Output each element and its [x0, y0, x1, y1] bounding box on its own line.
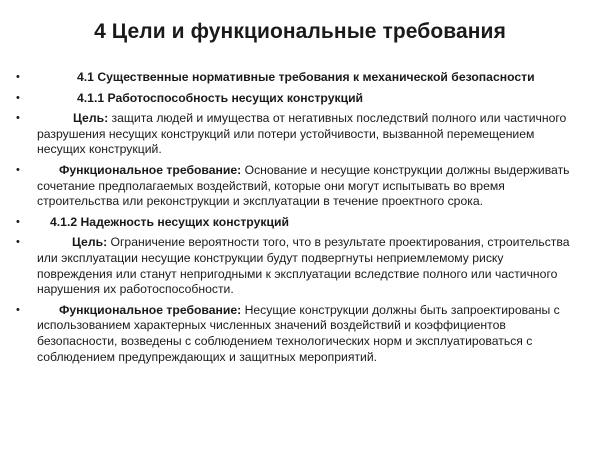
bullet-item: [0, 303, 600, 365]
bullet-icon: •: [16, 91, 20, 104]
bullet-icon: •: [16, 236, 20, 249]
bullet-heading: Функциональное требование:: [59, 302, 242, 317]
bullet-heading: 4.1.2 Надежность несущих конструкций: [50, 214, 289, 229]
bullet-item: [0, 163, 600, 210]
bullet-icon: •: [16, 303, 20, 316]
bullet-icon: •: [16, 163, 20, 176]
bullet-icon: •: [16, 71, 20, 83]
bullet-text: Основание и несущие конструкции должны выдерживать сочетание предполагаемых воздействий, которые они могут испытывать во время строительства или реконструкции и эксплуатации в течение проектного срока.: [37, 162, 570, 209]
bullet-item: [0, 70, 600, 86]
bullet-list: [0, 70, 600, 370]
bullet-item: [0, 111, 600, 158]
bullet-heading: Функциональное требование:: [59, 162, 242, 177]
bullet-icon: •: [16, 215, 20, 228]
bullet-text: Несущие конструкции должны быть запроектированы с использованием характерных численных значений воздействий и коэффициентов безопасности, возведены с соблюдением технологических норм и эксплуатироваться с соблюдением предупреждающих и защитных мероприятий.: [37, 302, 560, 364]
slide-title: 4 Цели и функциональные требования: [94, 20, 506, 43]
bullet-text: защита людей и имущества от негативных последствий полного или частичного разрушения несущих конструкций или потери устойчивости, вызванной перемещением несущих конструкций.: [37, 111, 567, 157]
bullet-icon: •: [16, 112, 20, 125]
bullet-heading: 4.1.1 Работоспособность несущих конструкций: [77, 90, 364, 105]
bullet-item: [0, 215, 600, 231]
bullet-text: Ограничение вероятности того, что в результате проектирования, строительства или эксплуатации несущие конструкции будут подвергнуты неприемлемому риску повреждения или станут непригодными к эксплуатации вследствие полного или частичного нарушения их работоспособности.: [37, 235, 570, 297]
bullet-heading: Цель:: [73, 111, 109, 126]
bullet-item: [0, 91, 600, 107]
bullet-heading: 4.1 Существенные нормативные требования к механической безопасности: [77, 70, 535, 84]
bullet-item: [0, 235, 600, 297]
bullet-heading: Цель:: [72, 235, 108, 250]
